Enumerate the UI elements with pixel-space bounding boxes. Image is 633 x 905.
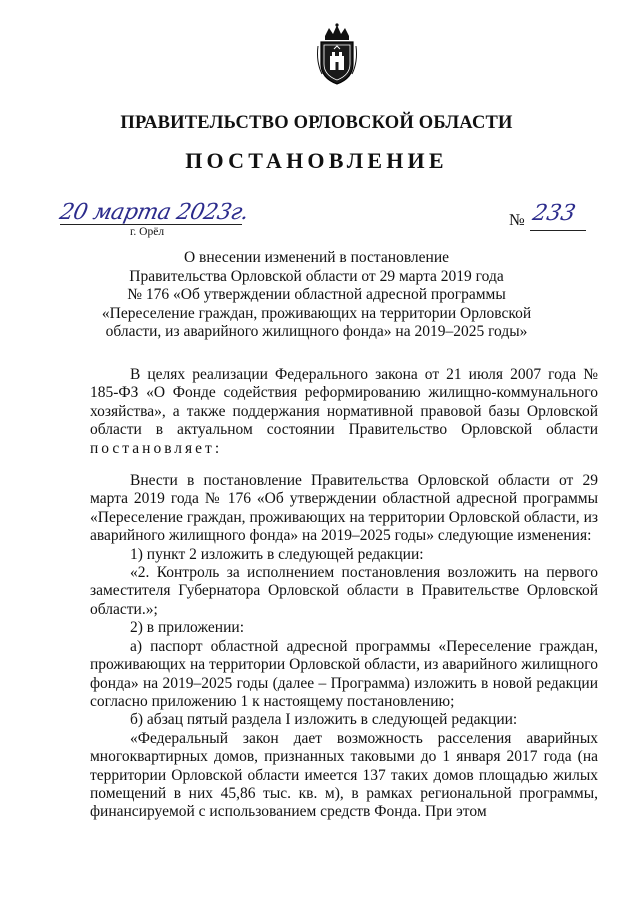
document-type-heading: ПОСТАНОВЛЕНИЕ [185, 148, 448, 173]
number-sign: № [509, 210, 525, 229]
preamble-text: В целях реализации Федерального закона от 21 июля 2007 года № 185-ФЗ «О Фонде содействия реформированию жилищно-коммунального хозяйства», а также поддержания нормативной правовой базы Орловской области в актуальном состоянии Правительство Орловской области [90, 366, 598, 439]
subject-line: Правительства Орловской области от 29 марта 2019 года [129, 267, 504, 285]
subject-line: О внесении изменений в постановление [183, 249, 450, 266]
body-paragraph-quote-law: «Федеральный закон дает возможность расселения аварийных многоквартирных домов, признанных таковыми до 1 января 2017 года (на территории Орловской области имеется 137 таких домов площадью жилых помещений в них 45,86 тыс. кв. м), в рамках региональной программы, финансируемой с использованием средств Фонда. При этом [90, 729, 598, 821]
body-paragraph-item-2: 2) в приложении: [130, 619, 244, 637]
date-underline [60, 224, 242, 225]
subject-line: области, из аварийного жилищного фонда» на 2019–2025 годы» [105, 323, 528, 340]
document-subject [90, 249, 543, 342]
handwritten-date: 20 марта 2023г. [57, 200, 251, 225]
organization-title: ПРАВИТЕЛЬСТВО ОРЛОВСКОЙ ОБЛАСТИ [120, 113, 513, 133]
body-paragraph-preamble [90, 366, 598, 458]
body-paragraph-amend: Внести в постановление Правительства Орловской области от 29 марта 2019 года № 176 «Об утверждении областной адресной программы «Переселение граждан, проживающих на территории Орловской области, из аварийного жилищного фонда» на 2019–2025 годы» следующие изменения: [90, 472, 598, 545]
subject-line: № 176 «Об утверждении областной адресной программы [127, 286, 506, 303]
resolves-word: постановляет: [90, 439, 223, 457]
body-paragraph-item-1: 1) пункт 2 изложить в следующей редакции: [130, 545, 424, 563]
coat-of-arms-icon [312, 22, 362, 88]
document-body [90, 366, 598, 822]
body-paragraph-item-2a: а) паспорт областной адресной программы «Переселение граждан, проживающих на территории Орловской области, из аварийного жилищного фонда» на 2019–2025 годы (далее – Программа) изложить в новой редакции согласно приложению 1 к настоящему постановлению; [90, 637, 598, 710]
subject-line: «Переселение граждан, проживающих на территории Орловской [101, 304, 532, 322]
body-paragraph-item-2b: б) абзац пятый раздела I изложить в следующей редакции: [130, 711, 518, 729]
number-underline [530, 230, 586, 231]
city-label: г. Орёл [130, 226, 165, 238]
body-paragraph-quote-2: «2. Контроль за исполнением постановления возложить на первого заместителя Губернатора Орловской области в Правительстве Орловской области.»; [90, 564, 598, 618]
handwritten-document-number: 233 [530, 201, 578, 226]
